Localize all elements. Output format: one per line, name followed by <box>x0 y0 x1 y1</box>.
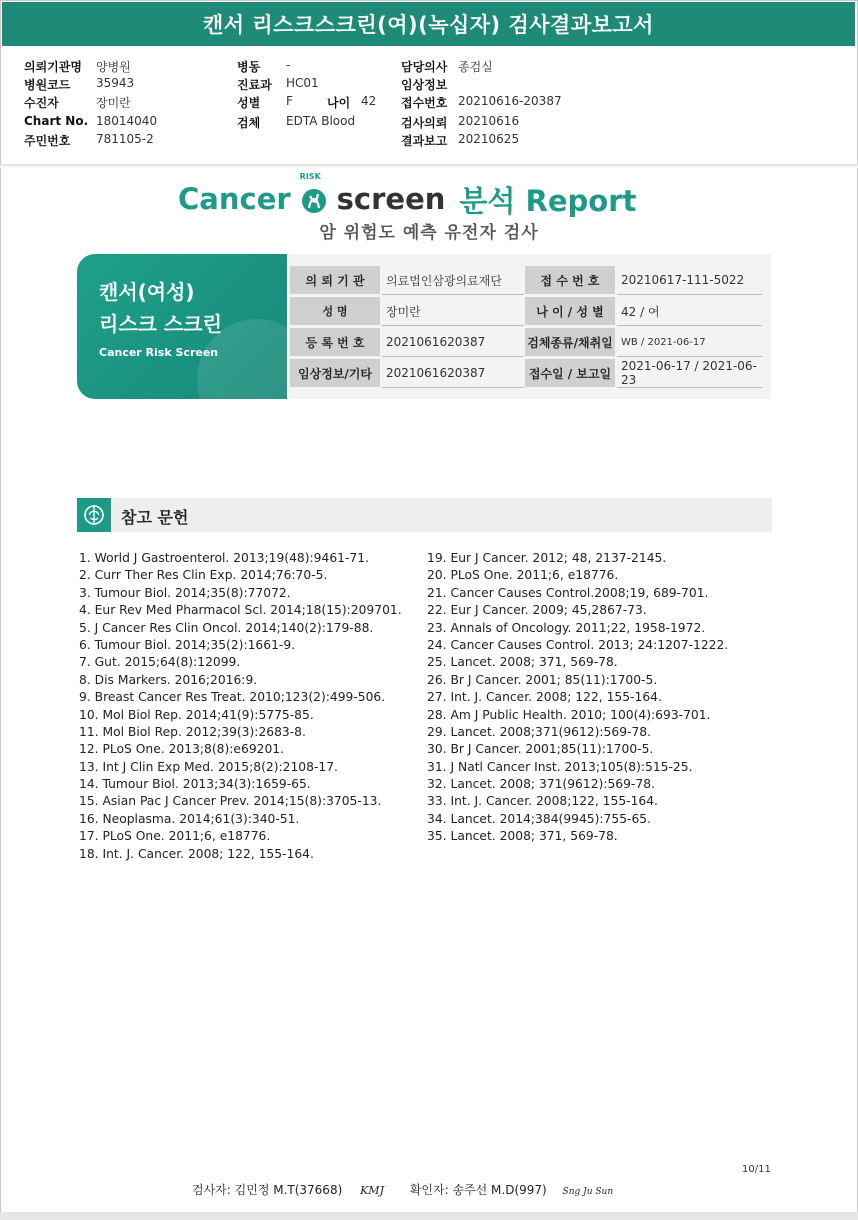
reference-item: 10. Mol Biol Rep. 2014;41(9):5775-85. <box>79 707 314 722</box>
brain-icon <box>77 498 111 532</box>
examiner: 검사자: 김민정 M.T(37668) <box>192 1183 343 1197</box>
table-label: 검체종류/채취일 <box>525 328 615 356</box>
risk-ribbon-icon <box>297 172 331 216</box>
info-label: 병동 <box>237 60 261 74</box>
info-value: - <box>286 58 291 72</box>
reference-item: 25. Lancet. 2008; 371, 569-78. <box>427 655 618 670</box>
reference-item: 9. Breast Cancer Res Treat. 2010;123(2):499-506. <box>79 690 386 705</box>
table-value: 2021-06-17 / 2021-06-23 <box>617 359 762 388</box>
info-label: 결과보고 <box>401 134 448 148</box>
reference-item: 16. Neoplasma. 2014;61(3):340-51. <box>79 811 300 826</box>
table-value: 의료법인삼광의료재단 <box>382 266 524 295</box>
brand-logo <box>178 172 678 222</box>
info-label: 검사의뢰 <box>401 116 448 130</box>
reference-item: 29. Lancet. 2008;371(9612):569-78. <box>427 724 652 739</box>
info-label: 접수번호 <box>401 96 448 110</box>
divider <box>0 164 858 168</box>
table-value: 2021061620387 <box>382 359 524 388</box>
signature-footer <box>192 1181 613 1198</box>
reference-item: 2. Curr Ther Res Clin Exp. 2014;76:70-5. <box>79 568 328 583</box>
reference-item: 17. PLoS One. 2011;6, e18776. <box>79 829 271 844</box>
info-value: F <box>286 94 293 108</box>
info-value: 종검실 <box>458 60 493 74</box>
reference-item: 35. Lancet. 2008; 371, 569-78. <box>427 829 618 844</box>
info-label: 병원코드 <box>24 78 71 92</box>
bottom-bar <box>0 1212 858 1220</box>
reference-item: 27. Int. J. Cancer. 2008; 122, 155-164. <box>427 690 662 705</box>
reference-item: 26. Br J Cancer. 2001; 85(11):1700-5. <box>427 672 658 687</box>
product-card <box>77 254 287 399</box>
reference-item: 28. Am J Public Health. 2010; 100(4):693-701. <box>427 707 711 722</box>
table-label: 의 뢰 기 관 <box>290 266 380 294</box>
reference-item: 14. Tumour Biol. 2013;34(3):1659-65. <box>79 777 311 792</box>
reference-item: 13. Int J Clin Exp Med. 2015;8(2):2108-17. <box>79 759 338 774</box>
info-value: 35943 <box>96 76 135 90</box>
reference-item: 1. World J Gastroenterol. 2013;19(48):9461-71. <box>79 551 369 565</box>
confirmer-signature: Sng Ju Sun <box>562 1187 614 1197</box>
table-label: 접수일 / 보고일 <box>525 359 615 387</box>
reference-item: 6. Tumour Biol. 2014;35(2):1661-9. <box>79 637 296 652</box>
reference-item: 3. Tumour Biol. 2014;35(8):77072. <box>79 585 291 600</box>
reference-item: 20. PLoS One. 2011;6, e18776. <box>427 568 619 583</box>
table-value: 장미란 <box>382 297 524 326</box>
table-label: 임상정보/기타 <box>290 359 380 387</box>
references-list-right <box>427 550 728 846</box>
info-value: 20210616 <box>458 114 520 128</box>
info-label: 담당의사 <box>401 60 448 74</box>
reference-item: 8. Dis Markers. 2016;2016:9. <box>79 672 258 687</box>
table-label: 등 록 번 호 <box>290 328 380 356</box>
info-label: 성별 <box>237 96 261 110</box>
table-label: 접 수 번 호 <box>525 266 615 294</box>
age-label: 나이 <box>327 96 351 110</box>
references-list-left <box>79 550 402 863</box>
info-value: 장미란 <box>96 96 131 110</box>
table-value: 20210617-111-5022 <box>617 266 762 295</box>
table-value: 42 / 여 <box>617 297 762 326</box>
reference-item: 12. PLoS One. 2013;8(8):e69201. <box>79 742 285 757</box>
info-value: 20210625 <box>458 132 520 146</box>
table-label: 나 이 / 성 별 <box>525 297 615 325</box>
reference-item: 22. Eur J Cancer. 2009; 45,2867-73. <box>427 603 647 618</box>
card-title-line1: 캔서(여성) <box>99 280 195 304</box>
reference-item: 4. Eur Rev Med Pharmacol Scl. 2014;18(15):209701. <box>79 603 402 618</box>
info-label: 의뢰기관명 <box>24 60 82 74</box>
reference-item: 34. Lancet. 2014;384(9945):755-65. <box>427 811 652 826</box>
info-value: 781105-2 <box>96 132 154 146</box>
info-value: EDTA Blood <box>286 114 356 128</box>
page-number: 10/11 <box>742 1164 771 1175</box>
table-label: 성 명 <box>290 297 380 325</box>
reference-item: 30. Br J Cancer. 2001;85(11):1700-5. <box>427 742 654 757</box>
reference-item: 23. Annals of Oncology. 2011;22, 1958-1972. <box>427 620 706 635</box>
risk-text: RISK <box>299 172 321 181</box>
reference-item: 19. Eur J Cancer. 2012; 48, 2137-2145. <box>427 551 667 565</box>
reference-item: 5. J Cancer Res Clin Oncol. 2014;140(2):179-88. <box>79 620 374 635</box>
age-value: 42 <box>361 94 377 108</box>
reference-item: 32. Lancet. 2008; 371(9612):569-78. <box>427 777 655 792</box>
info-label: 수진자 <box>24 96 59 110</box>
references-title: 참고 문헌 <box>121 508 189 527</box>
table-value: WB / 2021-06-17 <box>617 328 762 357</box>
info-label: 주민번호 <box>24 134 71 148</box>
patient-info <box>0 52 858 165</box>
reference-item: 11. Mol Biol Rep. 2012;39(3):2683-8. <box>79 724 306 739</box>
brand-cancer-text: Cancer <box>178 182 291 216</box>
info-label: 진료과 <box>237 78 272 92</box>
reference-item: 31. J Natl Cancer Inst. 2013;105(8):515-25. <box>427 759 693 774</box>
reference-item: 7. Gut. 2015;64(8):12099. <box>79 655 241 670</box>
info-value: 20210616-20387 <box>458 94 562 108</box>
info-label: 검체 <box>237 116 261 130</box>
report-title: 캔서 리스크스크린(여)(녹십자) 검사결과보고서 <box>2 2 855 46</box>
card-title-line2: 리스크 스크린 <box>99 312 222 336</box>
report-subtitle: 암 위험도 예측 유전자 검사 <box>319 223 539 243</box>
card-subtitle: Cancer Risk Screen <box>99 346 219 359</box>
reference-item: 21. Cancer Causes Control.2008;19, 689-701. <box>427 585 709 600</box>
info-value: 양병원 <box>96 60 131 74</box>
brand-report-text: 분석 Report <box>459 183 637 218</box>
summary-table <box>287 254 771 399</box>
examiner-signature: KMJ <box>360 1184 384 1197</box>
reference-item: 24. Cancer Causes Control. 2013; 24:1207-1222. <box>427 637 729 652</box>
table-value: 2021061620387 <box>382 328 524 357</box>
brand-screen-text: screen <box>336 182 446 216</box>
info-value: 18014040 <box>96 114 158 128</box>
info-label: Chart No. <box>24 114 89 128</box>
confirmer: 확인자: 송주선 M.D(997) <box>409 1183 547 1197</box>
reference-item: 33. Int. J. Cancer. 2008;122, 155-164. <box>427 794 658 809</box>
reference-item: 15. Asian Pac J Cancer Prev. 2014;15(8):3705-13. <box>79 794 382 809</box>
info-value: HC01 <box>286 76 319 90</box>
references-header <box>77 498 772 532</box>
info-label: 임상정보 <box>401 78 448 92</box>
reference-item: 18. Int. J. Cancer. 2008; 122, 155-164. <box>79 846 314 861</box>
